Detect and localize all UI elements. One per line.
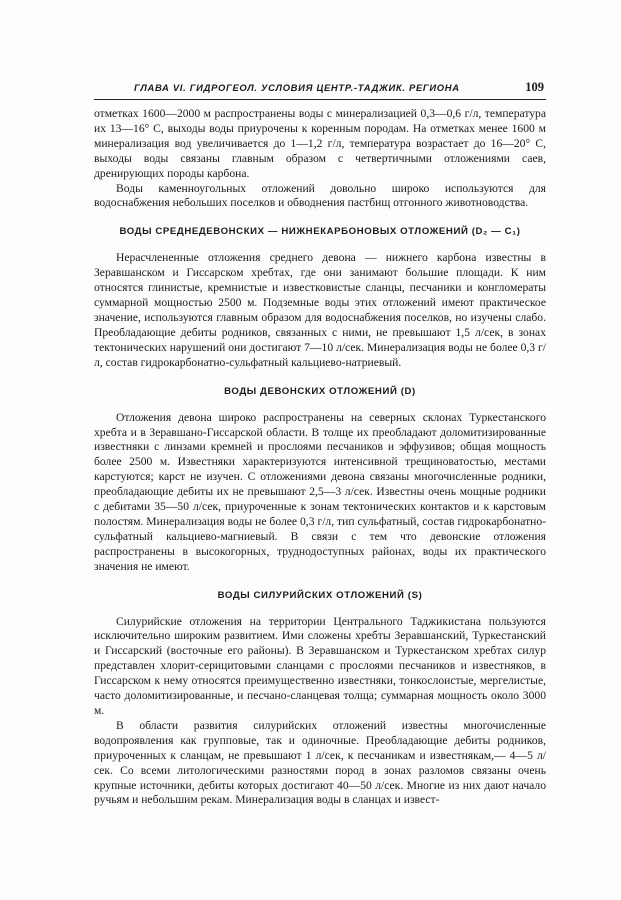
paragraph: Отложения девона широко распространены на северных склонах Туркестанского хребта и в Зеравшано-Гиссарской области. В толще их преобладают доломитизированные известняки с линзами кремней и прослоями песчаников и эффузивов; общая мощность более 2500 м. Известняки характеризуются интенсивной трещиноватостью, местами карстуются; карст не изучен. С отложениями девона связаны многочисленные родники, преобладающие дебиты их не превышают 2,5—3 л/сек. Известны очень мощные родники с дебитами 35—50 л/сек, приуроченные к зонам тектонических контактов и к карстовым полостям. Минерализация воды не более 0,3 г/л, тип сульфатный, состав гидрокарбонатно-сульфатный кальциево-магниевый. В связи с тем что девонские отложения распространены в высокогорных, труднодоступных районах, воды их практического значения не имеют.	[94, 410, 546, 573]
paragraph: отметках 1600—2000 м распространены воды с минерализацией 0,3—0,6 г/л, температура их 13—16° С, выходы воды приурочены к коренным породам. На отметках менее 1600 м минерализация вод увеличивается до 1—1,2 г/л, температура возрастает до 16—20° С, выходы воды связаны главным образом с четвертичными отложениями саев, дренирующих породы карбона.	[94, 107, 546, 180]
section-title: ВОДЫ СИЛУРИЙСКИХ ОТЛОЖЕНИЙ (S)	[217, 589, 423, 601]
header-rule	[94, 99, 546, 100]
paragraph: В области развития силурийских отложений известны многочисленные водопроявления как групповые, так и одиночные. Преобладающие дебиты родников, приуроченных к сланцам, не превышают 1 л/сек, к песчаникам и известнякам,— 4—5 л/сек. Со всеми литологическими разностями пород в зонах разломов связаны очень крупные источники, дебиты которых достигают 40—50 л/сек. Многие из них дают начало ручьям и небольшим рекам. Минерализация воды в сланцах и извест-	[94, 718, 546, 807]
section-title: ВОДЫ ДЕВОНСКИХ ОТЛОЖЕНИЙ (D)	[224, 385, 416, 397]
paragraph: Нерасчлененные отложения среднего девона — нижнего карбона известны в Зеравшанском и Гиссарском хребтах, где они занимают большие площади. К ним относятся глинистые, кремнистые и известковистые сланцы, песчаники и конгломераты суммарной мощностью 2500 м. Подземные воды этих отложений имеют практическое значение, используются главным образом для водоснабжения поселков, но изучены слабо. Преобладающие дебиты родников, связанных с ними, не превышают 1,5 л/сек, в зонах тектонических нарушений они достигают 7—10 л/сек. Минерализация воды не более 0,3 г/л, состав гидрокарбонатно-сульфатный кальциево-натриевый.	[94, 251, 546, 369]
running-head: ГЛАВА VI. ГИДРОГЕОЛ. УСЛОВИЯ ЦЕНТР.-ТАДЖИК. РЕГИОНА	[134, 82, 460, 93]
page-header	[94, 80, 546, 100]
paragraph: Воды каменноугольных отложений довольно широко используются для водоснабжения небольших поселков и обводнения пастбищ отгонного животноводства.	[94, 181, 546, 210]
page-body	[94, 107, 546, 808]
section-title: ВОДЫ СРЕДНЕДЕВОНСКИХ — НИЖНЕКАРБОНОВЫХ ОТЛОЖЕНИЙ (D₂ — C₁)	[119, 226, 521, 238]
page-number: 109	[525, 80, 544, 94]
paragraph: Силурийские отложения на территории Центрального Таджикистана пользуются исключительно широким развитием. Ими сложены хребты Зеравшанский, Туркестанский и Гиссарский (восточные его районы). В Зеравшанском и Туркестанском хребтах силур представлен хлорит-серицитовыми сланцами с прослоями песчаников и известняков, в Гиссарском к нему относятся преимущественно известняки, тонкослоистые, мергелистые, часто доломитизированные, и песчано-сланцевая толща; суммарная мощность около 3000 м.	[94, 614, 546, 717]
